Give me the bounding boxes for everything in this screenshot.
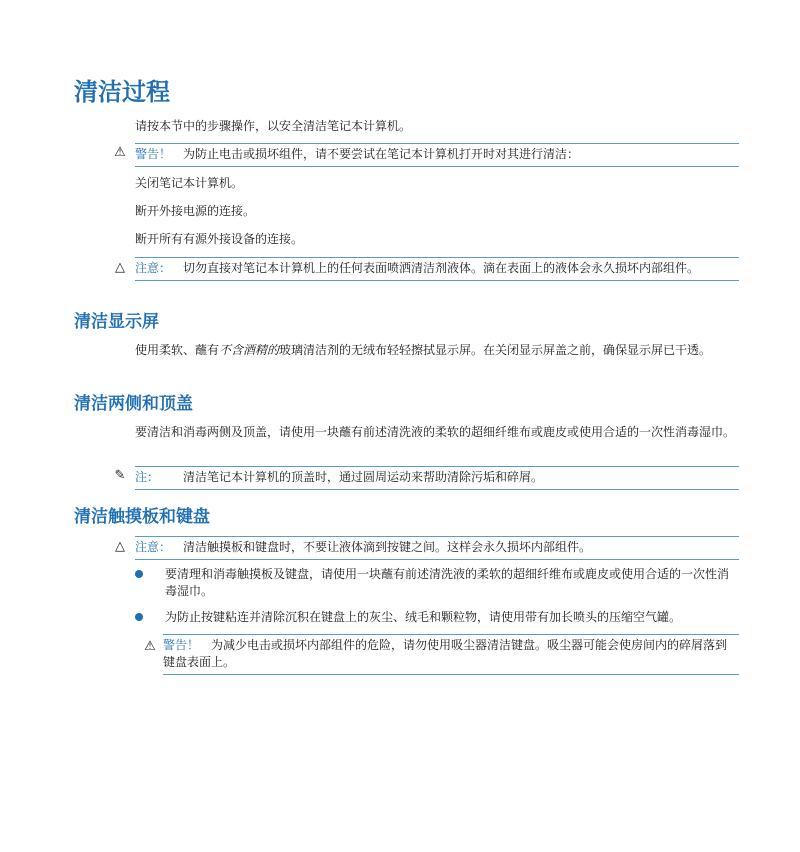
keyboard-caution-label: 注意： xyxy=(135,540,172,554)
keyboard-warning-label: 警告！ xyxy=(163,638,200,652)
caution-icon: △ xyxy=(115,539,125,554)
display-text xyxy=(135,342,739,359)
caution-text: 切勿直接对笔记本计算机上的任何表面喷洒清洁剂液体。滴在表面上的液体会永久损坏内部组件。 xyxy=(183,261,700,275)
bullet-1 xyxy=(135,570,143,578)
intro-text: 请按本节中的步骤操作，以安全清洁笔记本计算机。 xyxy=(135,119,412,133)
step-1: 关闭笔记本计算机。 xyxy=(135,176,244,190)
note-icon: ✎ xyxy=(114,468,126,483)
step-3: 断开所有有源外接设备的连接。 xyxy=(135,232,304,246)
caution-icon: △ xyxy=(115,260,125,275)
step-2: 断开外接电源的连接。 xyxy=(135,204,256,218)
page-title: 清洁过程 xyxy=(74,78,170,106)
display-text-before: 使用柔软、蘸有 xyxy=(135,343,220,357)
caution-notice xyxy=(135,257,739,281)
note-label: 注： xyxy=(135,470,160,484)
note-notice xyxy=(135,466,739,490)
warning-text: 为防止电击或损坏组件，请不要尝试在笔记本计算机打开时对其进行清洁： xyxy=(183,147,580,161)
keyboard-warning-text: 为减少电击或损坏内部组件的危险，请勿使用吸尘器清洁键盘。吸尘器可能会使房间内的碎屑落到键盘表面上。 xyxy=(163,638,728,669)
keyboard-bullet-1: 要清理和消毒触摸板及键盘，请使用一块蘸有前述清洗液的柔软的超细纤维布或鹿皮或使用合适的一次性消毒湿巾。 xyxy=(165,567,730,598)
sides-heading: 清洁两侧和顶盖 xyxy=(74,394,193,414)
bullet-2 xyxy=(135,613,143,621)
display-text-after: 玻璃清洁剂的无绒布轻轻擦拭显示屏。在关闭显示屏盖之前，确保显示屏已干透。 xyxy=(279,343,712,357)
warning-notice xyxy=(135,143,739,167)
caution-label: 注意： xyxy=(135,261,172,275)
keyboard-heading: 清洁触摸板和键盘 xyxy=(74,507,210,527)
warning-icon: ⚠ xyxy=(144,639,156,654)
keyboard-caution-text: 清洁触摸板和键盘时，不要让液体滴到按键之间。这样会永久损坏内部组件。 xyxy=(183,540,592,554)
keyboard-bullet-2: 为防止按键粘连并清除沉积在键盘上的灰尘、绒毛和颗粒物，请使用带有加长喷头的压缩空气罐。 xyxy=(165,610,682,624)
display-heading: 清洁显示屏 xyxy=(74,312,159,332)
sides-text: 要清洁和消毒两侧及顶盖，请使用一块蘸有前述清洗液的柔软的超细纤维布或鹿皮或使用合适的一次性消毒湿巾。 xyxy=(135,425,736,439)
warning-label: 警告！ xyxy=(135,147,172,161)
keyboard-warning-notice xyxy=(163,634,739,675)
keyboard-caution-notice xyxy=(135,536,739,560)
warning-icon: ⚠ xyxy=(114,145,126,160)
display-text-emphasis: 不含酒精的 xyxy=(219,343,280,357)
note-text: 清洁笔记本计算机的顶盖时，通过圆周运动来帮助清除污垢和碎屑。 xyxy=(183,470,544,484)
